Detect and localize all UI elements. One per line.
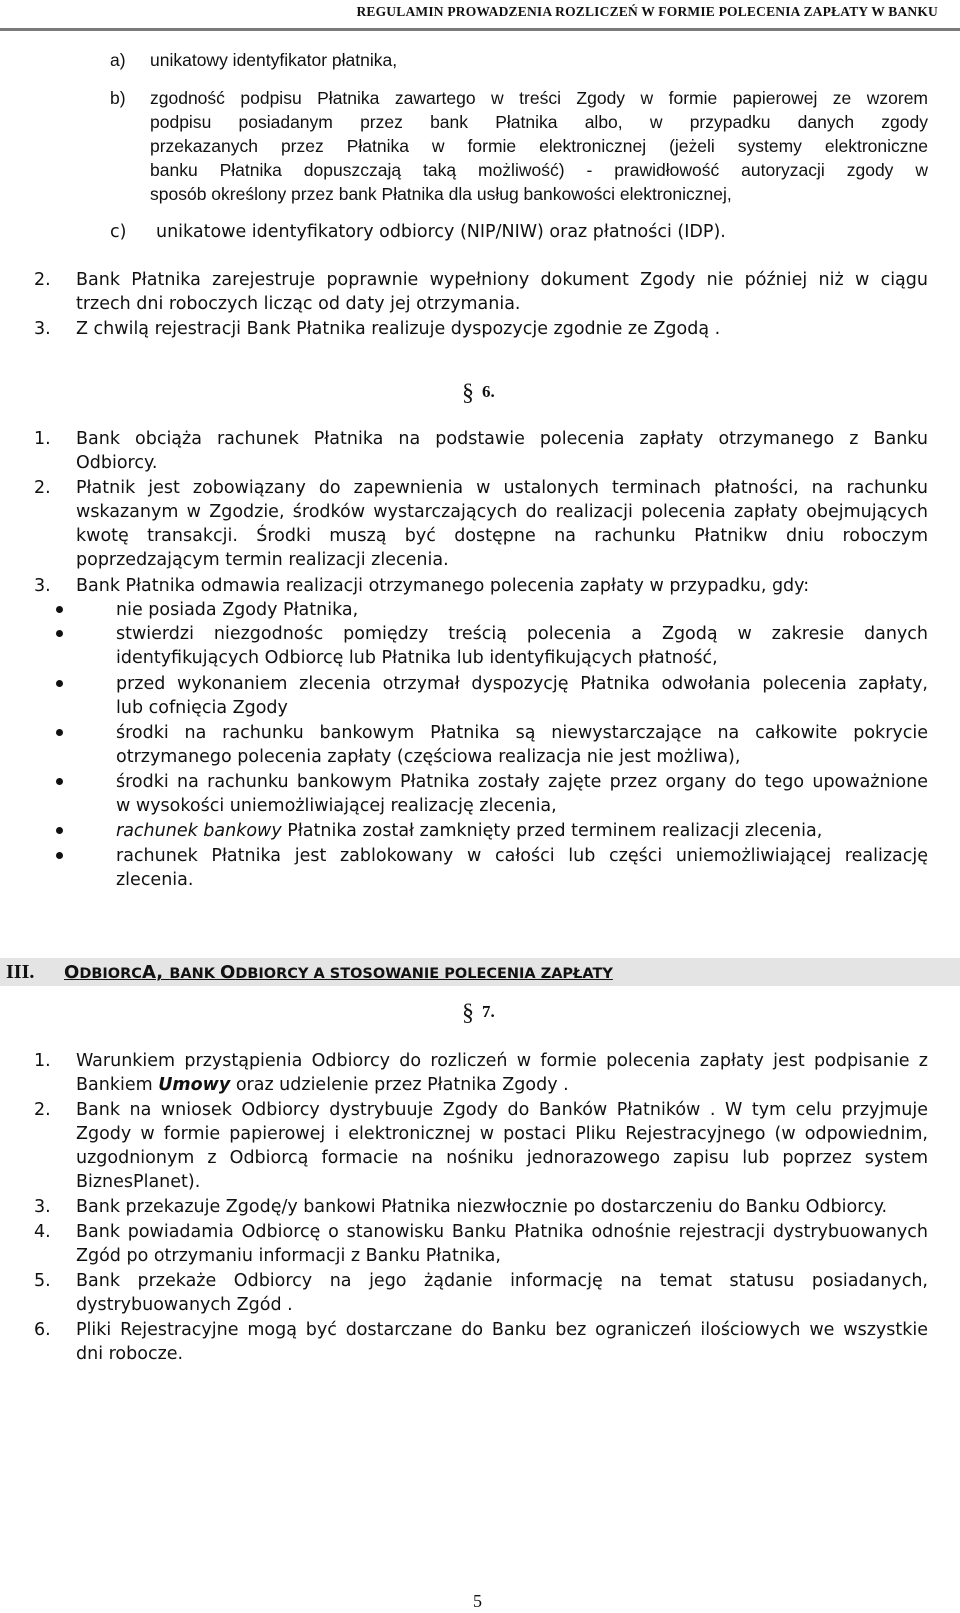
header-rule	[0, 28, 960, 31]
item-text-line: Odbiorcy.	[76, 453, 158, 473]
section-title	[64, 958, 613, 989]
list-item-b-line: banku Płatnika dopuszczają taką możliwość) - prawidłowość autoryzacji zgody w	[150, 160, 928, 180]
list-item-b-line: podpisu posiadanym przez bank Płatnika albo, w przypadku danych zgody	[150, 112, 928, 132]
list-item-b-line: przekazanych przez Płatnika w formie elektronicznej (jeżeli systemy elektroniczne	[150, 136, 928, 156]
list-item-a: unikatowy identyfikator płatnika,	[150, 50, 398, 70]
item-text-line: Warunkiem przystąpienia Odbiorcy do rozliczeń w formie polecenia zapłaty jest podpisanie z	[76, 1051, 928, 1071]
paragraph-label: 7.	[482, 1002, 495, 1021]
item-number: 2.	[34, 1100, 51, 1120]
bullet-text-line: środki na rachunku bankowym Płatnika są niewystarczające na całkowite pokrycie	[116, 723, 928, 743]
item-text-line: Pliki Rejestracyjne mogą być dostarczane do Banku bez ograniczeń ilościowych we wszystkie	[76, 1320, 928, 1340]
list-item-b-line: sposób określony przez bank Płatnika dla usług bankowości elektronicznej,	[150, 184, 732, 204]
item-text-line: Płatnik jest zobowiązany do zapewnienia w ustalonych terminach płatności, na rachunku	[76, 478, 928, 498]
bullet-icon	[56, 630, 63, 637]
emphasis-umowy: Umowy	[158, 1075, 231, 1095]
item-number: 2.	[34, 478, 51, 498]
item-text-line: poprzedzającym termin realizacji zlecenia.	[76, 550, 449, 570]
section-sign-icon: §	[462, 380, 474, 406]
item-text-line: Bank przekazuje Zgodę/y bankowi Płatnika niezwłocznie po dostarczeniu do Banku Odbiorcy.	[76, 1197, 888, 1217]
item-text-line: Bank Płatnika odmawia realizacji otrzymanego polecenia zapłaty w przypadku, gdy:	[76, 576, 810, 596]
item-number: 2.	[34, 270, 51, 290]
section-title-part: ODBIORCA, BANK ODBIORCY A STOSOWANIE POLECENIA ZAPŁATY	[64, 962, 613, 983]
bullet-text-rest: Płatnika został zamknięty przed terminem realizacji zlecenia,	[281, 821, 823, 841]
bullet-text-line: rachunek Płatnika jest zablokowany w całości lub części uniemożliwiającej realizację	[116, 846, 928, 866]
list-marker-a: a)	[110, 50, 126, 70]
item-number: 3.	[34, 576, 51, 596]
italic-term: rachunek bankowy	[116, 821, 282, 841]
bullet-text-line	[116, 819, 822, 843]
list-marker-c: c)	[110, 222, 127, 242]
item-text-line: Bank obciąża rachunek Płatnika na podstawie polecenia zapłaty otrzymanego z Banku	[76, 429, 928, 449]
item-text-line: Bank przekaże Odbiorcy na jego żądanie informację na temat statusu posiadanych,	[76, 1271, 928, 1291]
item-number: 5.	[34, 1271, 51, 1291]
item-number: 3.	[34, 1197, 51, 1217]
item-text-line: Z chwilą rejestracji Bank Płatnika realizuje dyspozycje zgodnie ze Zgodą .	[76, 319, 721, 339]
paragraph-heading-6	[462, 380, 495, 405]
bullet-text-line: w wysokości uniemożliwiającej realizację zlecenia,	[116, 796, 557, 816]
bullet-text-line: stwierdzi niezgodnośc pomiędzy treścią polecenia a Zgodą w zakresie danych	[116, 624, 928, 644]
document-header: REGULAMIN PROWADZENIA ROZLICZEŃ W FORMIE POLECENIA ZAPŁATY W BANKU	[356, 4, 938, 19]
page-number: 5	[473, 1591, 482, 1611]
item-text-line: Zgody w formie papierowej i elektronicznej w postaci Pliku Rejestracyjnego (w odpowiednim,	[76, 1124, 928, 1144]
bullet-icon	[56, 606, 63, 613]
item-text-line: trzech dni roboczych licząc od daty jej otrzymania.	[76, 294, 521, 314]
paragraph-heading-7	[462, 1000, 495, 1025]
list-marker-b: b)	[110, 88, 126, 108]
item-text-line: Bank na wniosek Odbiorcy dystrybuuje Zgody do Banków Płatników . W tym celu przyjmuje	[76, 1100, 928, 1120]
section-sign-icon: §	[462, 1000, 474, 1026]
item-text-line: dni robocze.	[76, 1344, 184, 1364]
bullet-text-line: lub cofnięcia Zgody	[116, 698, 288, 718]
bullet-text-line: zlecenia.	[116, 870, 194, 890]
item-number: 1.	[34, 429, 51, 449]
item-text-line: Bank Płatnika zarejestruje poprawnie wypełniony dokument Zgody nie później niż w ciągu	[76, 270, 928, 290]
bullet-icon	[56, 827, 63, 834]
item-text-line: wskazanym w Zgodzie, środków wystarczających do realizacji polecenia zapłaty obejmujących	[76, 502, 928, 522]
paragraph-label: 6.	[482, 382, 495, 401]
bullet-text-line: przed wykonaniem zlecenia otrzymał dyspozycję Płatnika odwołania polecenia zapłaty,	[116, 674, 928, 694]
list-item-c: unikatowe identyfikatory odbiorcy (NIP/NIW) oraz płatności (IDP).	[156, 222, 726, 242]
bullet-icon	[56, 778, 63, 785]
item-text-line: dystrybuowanych Zgód .	[76, 1295, 293, 1315]
bullet-icon	[56, 852, 63, 859]
bullet-text-line: nie posiada Zgody Płatnika,	[116, 600, 359, 620]
item-text-line: Bank powiadamia Odbiorcę o stanowisku Banku Płatnika odnośnie rejestracji dystrybuowanych	[76, 1222, 928, 1242]
bullet-text-line: otrzymanego polecenia zapłaty (częściowa realizacja nie jest możliwa),	[116, 747, 741, 767]
item-text-line: Bankiem Umowy oraz udzielenie przez Płatnika Zgody .	[76, 1075, 569, 1095]
bullet-icon	[56, 729, 63, 736]
bullet-text-line: środki na rachunku bankowym Płatnika zostały zajęte przez organy do tego upoważnione	[116, 772, 928, 792]
item-number: 3.	[34, 319, 51, 339]
item-number: 4.	[34, 1222, 51, 1242]
section-number: III.	[6, 961, 35, 983]
item-text-line: Zgód po otrzymaniu informacji z Banku Płatnika,	[76, 1246, 501, 1266]
bullet-icon	[56, 680, 63, 687]
item-text-line: kwotę transakcji. Środki muszą być dostępne na rachunku Płatnikw dniu roboczym	[76, 526, 928, 546]
item-number: 1.	[34, 1051, 51, 1071]
list-item-b-line: zgodność podpisu Płatnika zawartego w treści Zgody w formie papierowej ze wzorem	[150, 88, 928, 108]
item-text-line: BiznesPlanet).	[76, 1172, 201, 1192]
item-text-line: uzgodnionym z Odbiorcą formacie na nośniku jednorazowego zapisu lub poprzez system	[76, 1148, 928, 1168]
bullet-text-line: identyfikujących Odbiorcę lub Płatnika lub identyfikujących płatność,	[116, 648, 718, 668]
item-number: 6.	[34, 1320, 51, 1340]
